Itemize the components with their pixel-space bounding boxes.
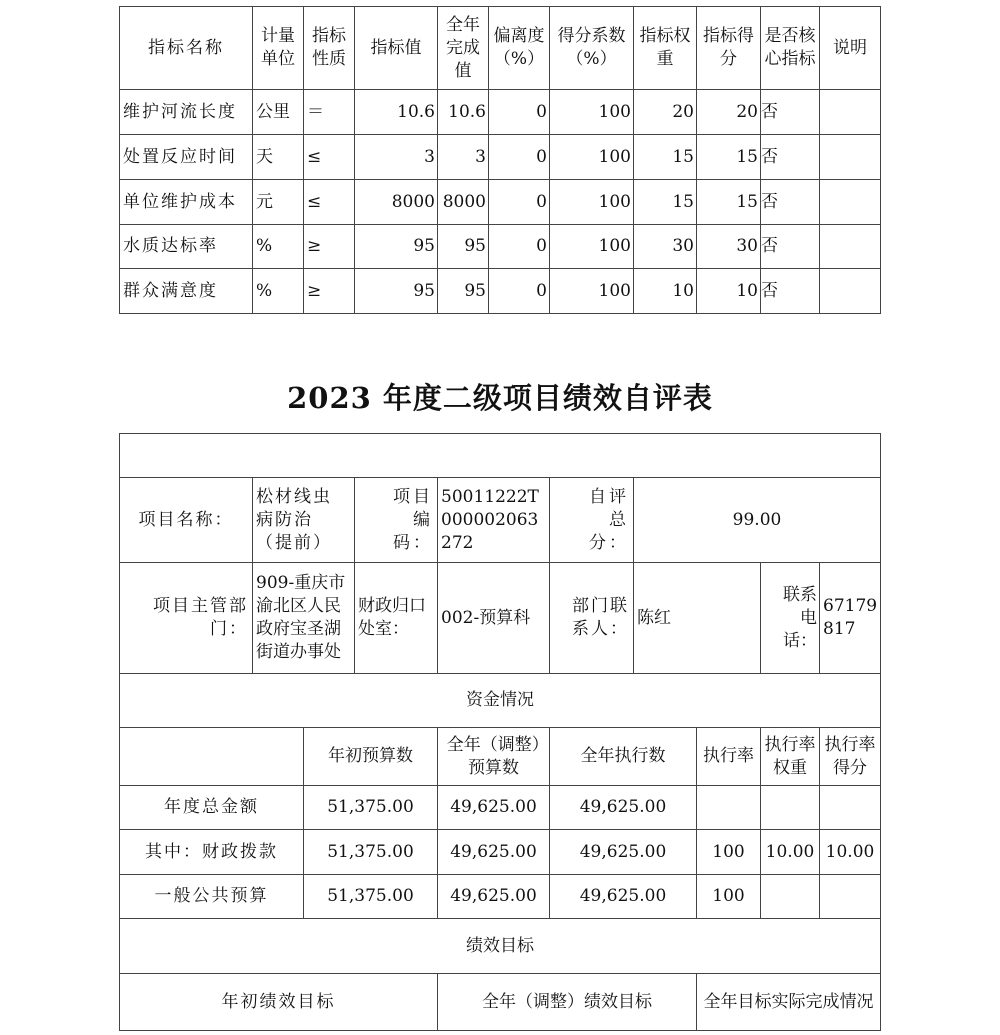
weight: 15 bbox=[672, 146, 694, 167]
indicator-name: 处置反应时间 bbox=[123, 146, 237, 167]
dept: 909-重庆市渝北区人民政府宝圣湖街道办事处 bbox=[256, 573, 346, 662]
target-value: 3 bbox=[424, 146, 435, 167]
funds-rate-score bbox=[820, 786, 880, 829]
funds-row-label: 年度总金额 bbox=[164, 797, 259, 817]
contact: 陈红 bbox=[637, 607, 671, 628]
funds-header-executed: 全年执行数 bbox=[580, 746, 666, 766]
funds-header-rate-score: 执行率得分 bbox=[824, 734, 876, 778]
target-value: 95 bbox=[413, 236, 435, 256]
nature: ≤ bbox=[307, 191, 322, 212]
funds-section-title: 资金情况 bbox=[466, 690, 534, 710]
funds-exec-rate: 100 bbox=[712, 841, 745, 862]
funds-exec-rate: 100 bbox=[712, 886, 745, 906]
deviation: 0 bbox=[536, 101, 547, 122]
funds-executed: 49,625.00 bbox=[579, 797, 667, 817]
grid-line bbox=[119, 1030, 880, 1031]
unit: % bbox=[256, 280, 273, 301]
score-coefficient: 100 bbox=[598, 280, 631, 301]
perf-section-title: 绩效目标 bbox=[466, 935, 534, 956]
unit: % bbox=[256, 236, 273, 256]
header-completed-value: 全年完成值 bbox=[446, 14, 480, 81]
finance-office: 002-预算科 bbox=[441, 607, 531, 628]
weight: 10 bbox=[672, 280, 694, 301]
header-score: 指标得分 bbox=[703, 26, 754, 69]
score-coefficient: 100 bbox=[598, 191, 631, 212]
indicator-name: 维护河流长度 bbox=[123, 101, 237, 122]
funds-header-exec-rate: 执行率 bbox=[703, 746, 754, 766]
weight: 30 bbox=[672, 236, 694, 256]
header-deviation: 偏离度（%） bbox=[493, 26, 545, 69]
funds-executed: 49,625.00 bbox=[579, 886, 667, 906]
perf-header-actual-completion: 全年目标实际完成情况 bbox=[703, 991, 874, 1012]
score: 20 bbox=[736, 101, 758, 122]
target-value: 8000 bbox=[391, 191, 435, 212]
funds-header-rate-weight: 执行率权重 bbox=[764, 734, 816, 778]
core-indicator: 否 bbox=[761, 146, 778, 167]
nature: ＝ bbox=[307, 101, 324, 122]
header-nature: 指标性质 bbox=[312, 26, 346, 69]
unit: 元 bbox=[256, 191, 273, 212]
completed-value: 3 bbox=[475, 146, 486, 167]
completed-value: 95 bbox=[464, 280, 486, 301]
header-core-indicator: 是否核心指标 bbox=[764, 26, 816, 69]
header-note: 说明 bbox=[833, 37, 867, 58]
completed-value: 8000 bbox=[442, 191, 486, 212]
funds-exec-rate bbox=[697, 786, 760, 829]
core-indicator: 否 bbox=[761, 280, 778, 301]
perf-header-initial-goal: 年初绩效目标 bbox=[221, 991, 336, 1012]
finance-office-label: 财政归口处室： bbox=[358, 596, 426, 639]
dept-label: 项目主管部门： bbox=[153, 596, 248, 639]
score: 30 bbox=[736, 236, 758, 256]
deviation: 0 bbox=[536, 191, 547, 212]
indicator-name: 水质达标率 bbox=[123, 236, 218, 256]
funds-initial-budget: 51,375.00 bbox=[327, 841, 414, 862]
completed-value: 10.6 bbox=[448, 101, 486, 122]
funds-row-label: 一般公共预算 bbox=[154, 886, 269, 906]
project-code: 50011222T000002063272 bbox=[441, 486, 539, 553]
funds-rate-weight bbox=[761, 786, 819, 829]
perf-header-adjusted-goal: 全年（调整）绩效目标 bbox=[482, 991, 652, 1012]
completed-value: 95 bbox=[464, 236, 486, 256]
contact-label: 部门联系人： bbox=[572, 596, 629, 639]
score: 15 bbox=[736, 191, 758, 212]
page-title: 2023 年度二级项目绩效自评表 bbox=[287, 381, 713, 415]
funds-initial-budget: 51,375.00 bbox=[327, 797, 414, 817]
header-unit: 计量单位 bbox=[261, 26, 295, 69]
project-name-label: 项目名称： bbox=[138, 509, 234, 530]
phone: 67179817 bbox=[823, 596, 878, 639]
deviation: 0 bbox=[536, 146, 547, 167]
core-indicator: 否 bbox=[761, 191, 778, 212]
funds-rate-weight: 10.00 bbox=[765, 841, 815, 862]
nature: ≤ bbox=[307, 146, 322, 167]
header-weight: 指标权重 bbox=[639, 26, 691, 69]
funds-rate-weight bbox=[761, 875, 819, 918]
unit: 天 bbox=[256, 146, 273, 167]
funds-initial-budget: 51,375.00 bbox=[327, 886, 414, 906]
score-coefficient: 100 bbox=[598, 236, 631, 256]
funds-adjusted-budget: 49,625.00 bbox=[450, 797, 537, 817]
header-indicator-name: 指标名称 bbox=[148, 37, 224, 58]
core-indicator: 否 bbox=[761, 236, 778, 256]
funds-rate-score: 10.00 bbox=[825, 841, 875, 862]
funds-row-label: 其中：财政拨款 bbox=[145, 841, 278, 862]
funds-adjusted-budget: 49,625.00 bbox=[450, 886, 537, 906]
target-value: 95 bbox=[413, 280, 435, 301]
phone-label: 联系电话： bbox=[783, 584, 817, 651]
funds-adjusted-budget: 49,625.00 bbox=[450, 841, 537, 862]
project-code-label: 项目编码： bbox=[393, 486, 433, 553]
indicator-name: 单位维护成本 bbox=[123, 191, 237, 212]
grid-line bbox=[119, 433, 880, 434]
score: 15 bbox=[736, 146, 758, 167]
deviation: 0 bbox=[536, 280, 547, 301]
score-coefficient: 100 bbox=[598, 146, 631, 167]
target-value: 10.6 bbox=[397, 101, 435, 122]
deviation: 0 bbox=[536, 236, 547, 256]
funds-rate-score bbox=[820, 875, 880, 918]
total-score: 99.00 bbox=[732, 509, 782, 530]
indicator-name: 群众满意度 bbox=[123, 280, 218, 301]
score: 10 bbox=[736, 280, 758, 301]
nature: ≥ bbox=[307, 236, 322, 256]
weight: 15 bbox=[672, 191, 694, 212]
nature: ≥ bbox=[307, 280, 322, 301]
total-score-label: 自评总分： bbox=[589, 486, 629, 553]
header-score-coefficient: 得分系数（%） bbox=[557, 26, 626, 69]
grid-line bbox=[880, 433, 881, 1031]
score-coefficient: 100 bbox=[598, 101, 631, 122]
funds-header-adjusted-budget: 全年（调整）预算数 bbox=[446, 734, 541, 778]
funds-header-initial-budget: 年初预算数 bbox=[328, 746, 413, 766]
core-indicator: 否 bbox=[761, 101, 778, 122]
header-target-value: 指标值 bbox=[370, 37, 422, 58]
funds-executed: 49,625.00 bbox=[579, 841, 667, 862]
weight: 20 bbox=[672, 101, 694, 122]
project-name: 松材线虫病防治（提前） bbox=[256, 486, 332, 553]
unit: 公里 bbox=[256, 101, 290, 122]
